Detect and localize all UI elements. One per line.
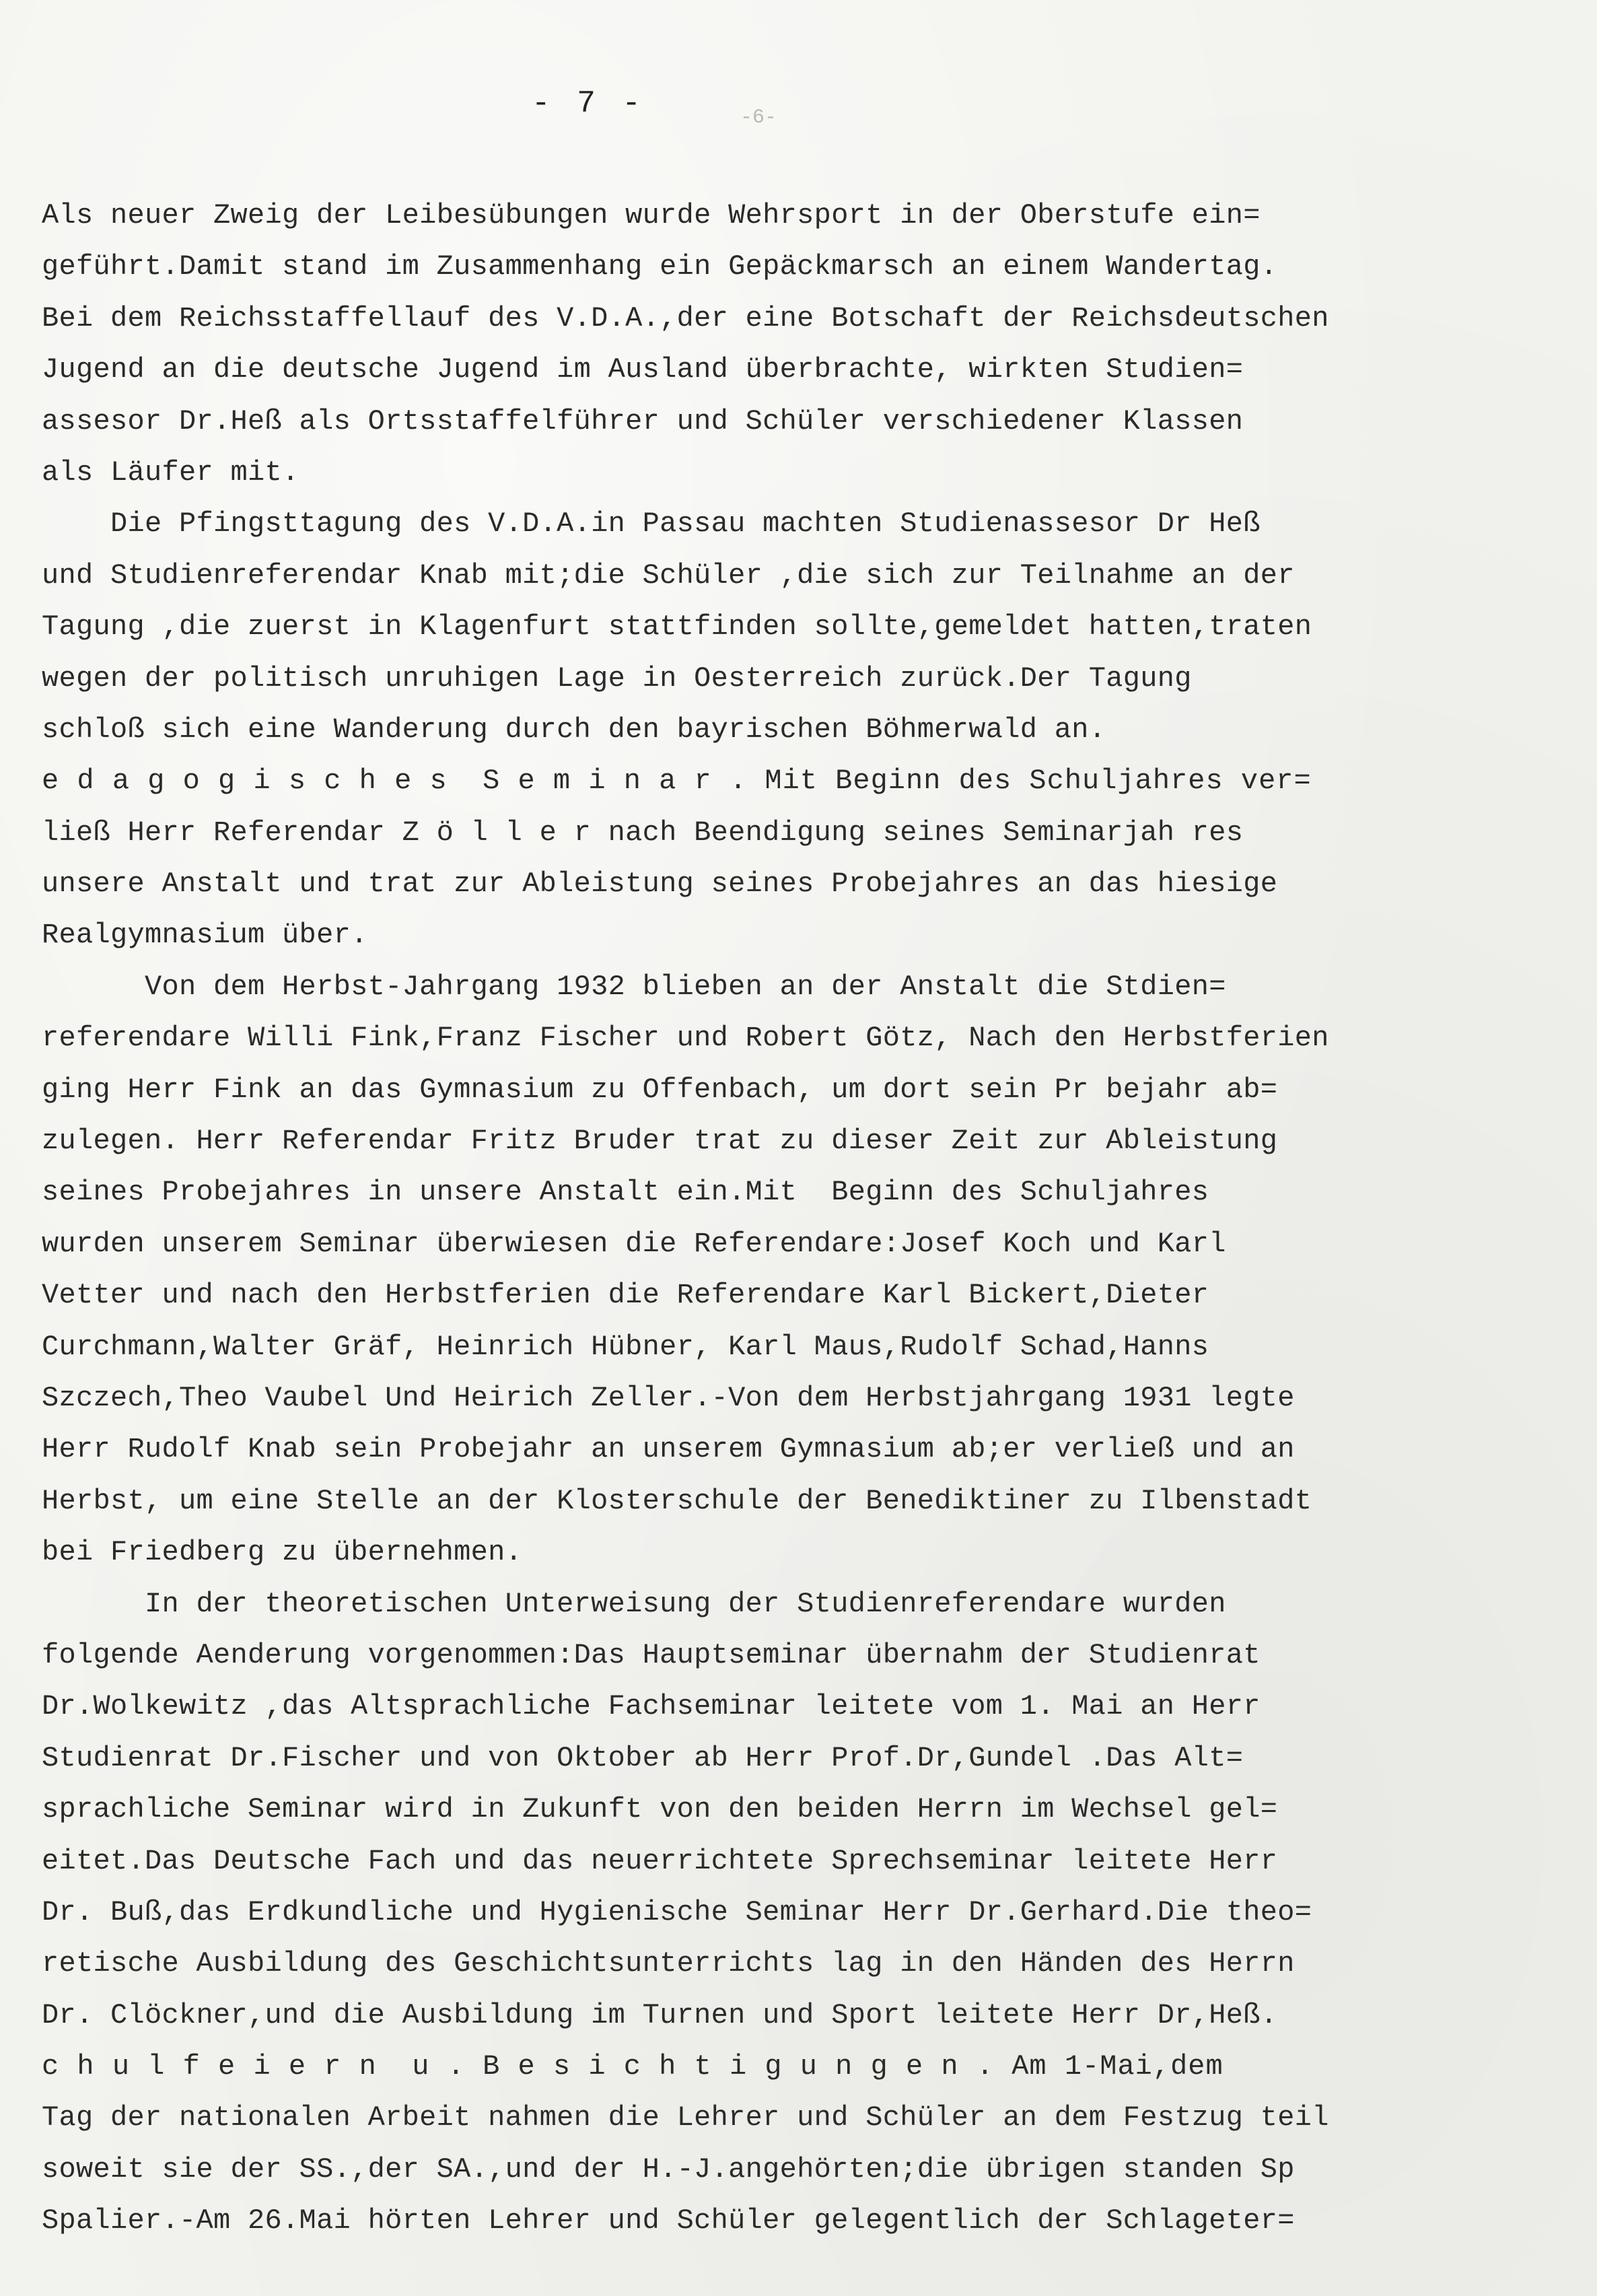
text-line: geführt.Damit stand im Zusammenhang ein Gepäckmarsch an einem Wandertag. <box>42 250 1278 283</box>
section-heading-line: e d a g o g i s c h e s S e m i n a r . Mit Beginn des Schuljahres ver= <box>42 765 1312 798</box>
text-line: In der theoretischen Unterweisung der Studienreferendare wurden <box>42 1587 1226 1620</box>
text-line: soweit sie der SS.,der SA.,und der H.-J.angehörten;die übrigen standen Sp <box>42 2153 1295 2186</box>
text-line: Von dem Herbst-Jahrgang 1932 blieben an der Anstalt die Stdien= <box>42 970 1226 1003</box>
text-line: sprachliche Seminar wird in Zukunft von den beiden Herrn im Wechsel gel= <box>42 1793 1278 1826</box>
text-line: Curchmann,Walter Gräf, Heinrich Hübner, Karl Maus,Rudolf Schad,Hanns <box>42 1330 1209 1363</box>
text-line: Studienrat Dr.Fischer und von Oktober ab Herr Prof.Dr,Gundel .Das Alt= <box>42 1741 1244 1774</box>
text-line: Realgymnasium über. <box>42 919 368 952</box>
text-line: Szczech,Theo Vaubel Und Heirich Zeller.-Von dem Herbstjahrgang 1931 legte <box>42 1381 1295 1414</box>
text-line: Tag der nationalen Arbeit nahmen die Lehrer und Schüler an dem Festzug teil <box>42 2101 1329 2134</box>
text-line: ließ Herr Referendar Z ö l l e r nach Beendigung seines Seminarjah res <box>42 816 1244 849</box>
section-heading-line: c h u l f e i e r n u . B e s i c h t i g u n g e n . Am 1-Mai,dem <box>42 2050 1223 2083</box>
text-line: Tagung ,die zuerst in Klagenfurt stattfinden sollte,gemeldet hatten,traten <box>42 611 1312 643</box>
text-line: Jugend an die deutsche Jugend im Ausland überbrachte, wirkten Studien= <box>42 353 1244 386</box>
text-line: zulegen. Herr Referendar Fritz Bruder trat zu dieser Zeit zur Ableistung <box>42 1125 1278 1158</box>
text-line: referendare Willi Fink,Franz Fischer und Robert Götz, Nach den Herbstferien <box>42 1022 1329 1055</box>
text-line: schloß sich eine Wanderung durch den bayrischen Böhmerwald an. <box>42 713 1106 746</box>
text-line: Bei dem Reichsstaffellauf des V.D.A.,der eine Botschaft der Reichsdeutschen <box>42 302 1329 335</box>
text-line: Dr.Wolkewitz ,das Altsprachliche Fachseminar leitete vom 1. Mai an Herr <box>42 1690 1261 1723</box>
text-line: assesor Dr.Heß als Ortsstaffelführer und Schüler verschiedener Klassen <box>42 405 1244 438</box>
text-line: Herbst, um eine Stelle an der Klosterschule der Benediktiner zu Ilbenstadt <box>42 1484 1312 1517</box>
text-line: bei Friedberg zu übernehmen. <box>42 1536 523 1569</box>
text-line: unsere Anstalt und trat zur Ableistung seines Probejahres an das hiesige <box>42 868 1278 901</box>
text-line: als Läufer mit. <box>42 456 299 489</box>
text-line: wegen der politisch unruhigen Lage in Oesterreich zurück.Der Tagung <box>42 662 1192 695</box>
text-line: wurden unserem Seminar überwiesen die Referendare:Josef Koch und Karl <box>42 1227 1226 1260</box>
text-line: retische Ausbildung des Geschichtsunterrichts lag in den Händen des Herrn <box>42 1947 1295 1980</box>
text-line: und Studienreferendar Knab mit;die Schüler ,die sich zur Teilnahme an der <box>42 559 1295 592</box>
text-line: seines Probejahres in unsere Anstalt ein.Mit Beginn des Schuljahres <box>42 1176 1209 1209</box>
text-line: Dr. Buß,das Erdkundliche und Hygienische Seminar Herr Dr.Gerhard.Die theo= <box>42 1895 1312 1928</box>
text-line: ging Herr Fink an das Gymnasium zu Offenbach, um dort sein Pr bejahr ab= <box>42 1073 1278 1106</box>
bleed-through-page-number: -6- <box>740 106 777 129</box>
text-line: Dr. Clöckner,und die Ausbildung im Turnen und Sport leitete Herr Dr,Heß. <box>42 1998 1278 2031</box>
text-line: folgende Aenderung vorgenommen:Das Hauptseminar übernahm der Studienrat <box>42 1638 1261 1671</box>
text-line: Die Pfingsttagung des V.D.A.in Passau machten Studienassesor Dr Heß <box>42 508 1261 541</box>
typewritten-text-block <box>42 190 1583 2247</box>
page-number: - 7 - <box>532 86 645 121</box>
text-line: Spalier.-Am 26.Mai hörten Lehrer und Schüler gelegentlich der Schlageter= <box>42 2204 1295 2237</box>
text-line: Vetter und nach den Herbstferien die Referendare Karl Bickert,Dieter <box>42 1279 1209 1312</box>
text-line: eitet.Das Deutsche Fach und das neuerrichtete Sprechseminar leitete Herr <box>42 1844 1278 1877</box>
text-line: Herr Rudolf Knab sein Probejahr an unserem Gymnasium ab;er verließ und an <box>42 1433 1295 1466</box>
text-line: Als neuer Zweig der Leibesübungen wurde Wehrsport in der Oberstufe ein= <box>42 199 1261 232</box>
